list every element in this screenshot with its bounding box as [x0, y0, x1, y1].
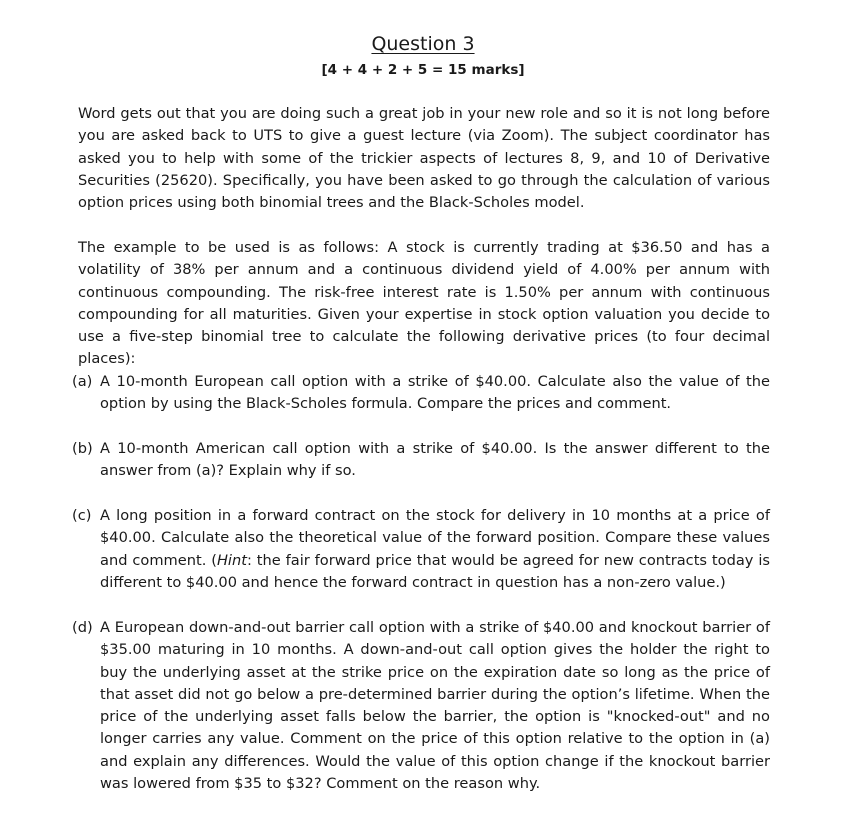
question-header [0, 32, 842, 80]
example-paragraph: The example to be used is as follows: A stock is currently trading at $36.50 and has a volatility of 38% per annum and a continuous dividend yield of 4.00% per annum with continuous compounding. The risk-free interest rate is 1.50% per annum with continuous compounding for all maturities. Given your expertise in stock option valuation you decide to use a five-step binomial tree to calculate the following derivative prices (to four decimal places): [78, 239, 770, 368]
question-part-a [72, 371, 770, 416]
question-title: Question 3 [371, 33, 475, 55]
part-label: (a) [72, 373, 93, 390]
part-label: (c) [72, 507, 92, 524]
part-text-after-hint: : the fair forward price that would be agreed for new contracts today is different to $40.00 and hence the forward contract in question has a non-zero value.) [100, 551, 770, 591]
hint-word: Hint [216, 551, 247, 569]
marks-allocation: [4 + 4 + 2 + 5 = 15 marks] [321, 62, 525, 78]
part-label: (d) [72, 619, 93, 636]
part-label: (b) [72, 440, 93, 457]
part-text-before-hint: A long position in a forward contract on the stock for delivery in 10 months at a price of $40.00. Calculate also the theoretical value of the forward position. Compare these values and comment. ( [100, 507, 770, 569]
part-text [100, 505, 770, 594]
part-text: A European down-and-out barrier call option with a strike of $40.00 and knockout barrier of $35.00 maturing in 10 months. A down-and-out call option gives the holder the right to buy the underlying asset at the strike price on the expiration date so long as the price of that asset did not go below a pre-determined barrier during the option’s lifetime. When the price of the underlying asset falls below the barrier, the option is "knocked-out" and no longer carries any value. Comment on the price of this option relative to the option in (a) and explain any differences. Would the value of this option change if the knockout barrier was lowered from $35 to $32? Comment on the reason why. [100, 619, 770, 793]
intro-paragraph: Word gets out that you are doing such a great job in your new role and so it is not long before you are asked back to UTS to give a guest lecture (via Zoom). The subject coordinator has asked you to help with some of the trickier aspects of lectures 8, 9, and 10 of Derivative Securities (25620). Specifically, you have been asked to go through the calculation of various option prices using both binomial trees and the Black-Scholes model. [78, 105, 770, 212]
part-text: A 10-month European call option with a strike of $40.00. Calculate also the value of the option by using the Black-Scholes formula. Compare the prices and comment. [100, 373, 770, 413]
question-part-b [72, 438, 770, 483]
part-text: A 10-month American call option with a strike of $40.00. Is the answer different to the answer from (a)? Explain why if so. [100, 440, 770, 480]
question-part-d [72, 617, 770, 795]
question-part-c [72, 505, 770, 594]
